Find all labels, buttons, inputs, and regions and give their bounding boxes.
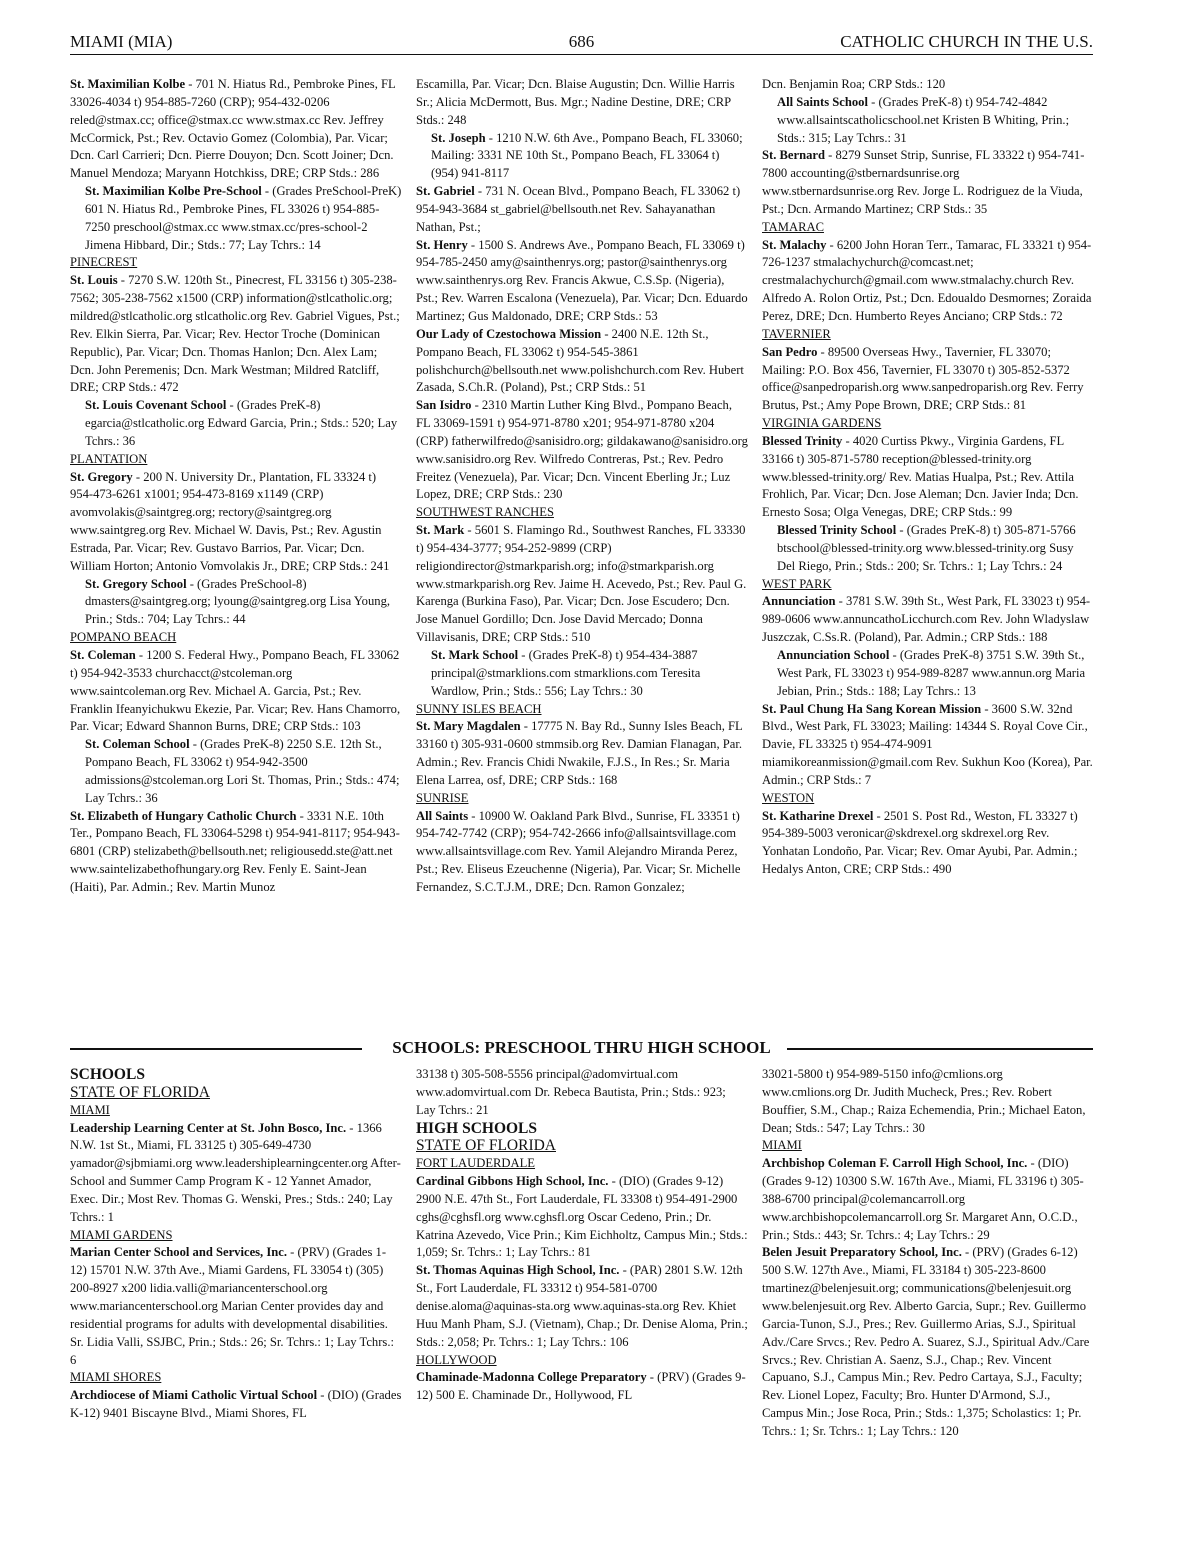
directory-entry xyxy=(762,147,1094,218)
entry-details: - 17775 N. Bay Rd., Sunny Isles Beach, FL 33160 t) 305-931-0600 stmmsib.org Rev. Damian Flanagan, Par. Admin.; Rev. Francis Chidi Nwakile, F.J.S., In Res.; Sr. Maria Elena Larrea, osf, DRE; CRP Stds.: 168 xyxy=(416,719,743,787)
section-title: SCHOOLS: PRESCHOOL THRU HIGH SCHOOL xyxy=(380,1038,783,1057)
entry-name: Marian Center School and Services, Inc. xyxy=(70,1245,287,1260)
entry-name: St. Maximilian Kolbe Pre-School xyxy=(85,184,262,199)
entry-name: Leadership Learning Center at St. John Bosco, Inc. xyxy=(70,1120,347,1135)
directory-entry xyxy=(762,1155,1094,1244)
entry-details: - 4020 Curtiss Pkwy., Virginia Gardens, FL 33166 t) 305-871-5780 reception@blessed-trinity.org www.blessed-trinity.org/ Rev. Matias Hualpa, Pst.; Rev. Attila Frohlich, Par. Vicar; Dcn. Jose Aleman; Dcn. Javier Inda; Dcn. Ernesto Sosa; Olga Venegas, DRE; CRP Stds.: 99 xyxy=(762,433,1079,520)
directory-entry xyxy=(70,272,402,397)
entry-name: All Saints xyxy=(416,808,469,823)
directory-entry xyxy=(762,1244,1094,1440)
directory-entry xyxy=(70,808,402,897)
entry-name: St. Gregory School xyxy=(85,576,187,591)
entry-details: - (Grades PreSchool-PreK) 601 N. Hiatus Rd., Pembroke Pines, FL 33026 t) 954-885-7250 preschool@stmax.cc www.stmax.cc/pres-school-2 Jimena Hibbard, Dir.; Stds.: 77; Lay Tchrs.: 14 xyxy=(85,184,402,252)
entry-details: - (Grades PreK-8) t) 954-434-3887 principal@stmarklions.com stmarklions.com Teresita Wardlow, Prin.; Stds.: 556; Lay Tchrs.: 30 xyxy=(431,648,701,698)
directory-entry xyxy=(416,522,748,647)
directory-entry xyxy=(762,593,1094,647)
entry-details: - 8279 Sunset Strip, Sunrise, FL 33322 t) 954-741-7800 accounting@stbernardsunrise.org www.stbernardsunrise.org Rev. Jorge L. Rodriguez de la Viuda, Pst.; Dcn. Armando Martinez; CRP Stds.: 35 xyxy=(762,148,1085,216)
city-heading: PINECREST xyxy=(70,255,138,270)
entry-name: Chaminade-Madonna College Preparatory xyxy=(416,1370,647,1385)
city-heading: FORT LAUDERDALE xyxy=(416,1156,536,1171)
section-divider xyxy=(70,1038,1093,1060)
directory-entry xyxy=(416,1066,748,1120)
sub-entry xyxy=(70,397,402,451)
entry-name: Our Lady of Czestochowa Mission xyxy=(416,326,602,341)
directory-entry xyxy=(70,1244,402,1369)
city-heading: SUNNY ISLES BEACH xyxy=(416,701,542,716)
top-column-2 xyxy=(416,76,748,897)
directory-entry xyxy=(70,1387,402,1423)
directory-entry xyxy=(70,76,402,183)
entry-name: St. Louis xyxy=(70,273,118,288)
directory-entry xyxy=(70,1120,402,1227)
entry-details: - 1200 S. Federal Hwy., Pompano Beach, FL 33062 t) 954-942-3533 churchacct@stcoleman.org www.saintcoleman.org Rev. Michael A. Garcia, Pst.; Rev. Franklin Ifeanyichukwu Ekezie, Par. Vicar; Rev. Hans Chamorro, Par. Vicar; Edward Shannon Burns, DRE; CRP Stds.: 103 xyxy=(70,648,401,734)
top-column-3 xyxy=(762,76,1094,879)
page-number: 686 xyxy=(568,32,595,51)
entry-name: St. Katharine Drexel xyxy=(762,808,874,823)
bottom-column-2 xyxy=(416,1066,748,1405)
entry-details: - 1366 N.W. 1st St., Miami, FL 33125 t) 305-649-4730 yamador@sjbmiami.org www.leadershiplearningcenter.org After-School and Summer Camp Program K - 12 Yannet Amador, Exec. Dir.; Most Rev. Thomas G. Wenski, Pres.; Stds.: 240; Lay Tchrs.: 1 xyxy=(70,1120,401,1224)
state-heading: STATE OF FLORIDA xyxy=(416,1137,556,1155)
sub-entry xyxy=(70,736,402,807)
entry-name: St. Thomas Aquinas High School, Inc. xyxy=(416,1263,620,1278)
entry-details: - 2501 S. Post Rd., Weston, FL 33327 t) 954-389-5003 veronicar@skdrexel.org skdrexel.org Rev. Yonhatan Londoño, Par. Vicar; Rev. Omar Ayubi, Par. Admin.; Hedalys Anton, CRE; CRP Stds.: 490 xyxy=(762,808,1078,877)
directory-entry xyxy=(762,76,1094,94)
sub-entry xyxy=(762,94,1094,148)
entry-details: - 3781 S.W. 39th St., West Park, FL 33023 t) 954-989-0606 www.annuncathoLicchurch.com Rev. John Wladyslaw Juszczak, C.Ss.R. (Poland), Par. Admin.; CRP Stds.: 188 xyxy=(762,594,1091,645)
entry-name: St. Mark xyxy=(416,523,465,538)
entry-name: St. Elizabeth of Hungary Catholic Church xyxy=(70,808,297,823)
city-heading: POMPANO BEACH xyxy=(70,630,177,645)
header-right: CATHOLIC CHURCH IN THE U.S. xyxy=(840,32,1093,51)
sub-entry xyxy=(762,522,1094,576)
entry-details: - 3331 N.E. 10th Ter., Pompano Beach, FL 33064-5298 t) 954-941-8117; 954-943-6801 (CRP) stelizabeth@bellsouth.net; religiousedd.ste@att.net www.saintelizabethofhungary.org Rev. Fenly E. Saint-Jean (Haiti), Par. Admin.; Rev. Martin Munoz xyxy=(70,808,400,894)
entry-details: - (Grades PreK-8) t) 954-742-4842 www.allsaintscatholicschool.net Kristen B Whiting, Prin.; Stds.: 315; Lay Tchrs.: 31 xyxy=(777,94,1070,145)
entry-name: St. Gabriel xyxy=(416,184,475,199)
entry-name: Blessed Trinity xyxy=(762,433,843,448)
entry-details: - 10900 W. Oakland Park Blvd., Sunrise, FL 33351 t) 954-742-7742 (CRP); 954-742-2666 info@allsaintsvillage.com www.allsaintsvillage.com Rev. Yamil Alejandro Miranda Perez, Pst.; Rev. Eliseus Ezeuchenne (Nigeria), Par. Vicar; Sr. Michelle Fernandez, S.C.T.J.M., DRE; Dcn. Ramon Gonzalez; xyxy=(416,808,741,894)
entry-details: - 3600 S.W. 32nd Blvd., West Park, FL 33023; Mailing: 14344 S. Royal Cove Cir., Davie, FL 33325 t) 954-474-9091 miamikoreanmission@gmail.com Rev. Sukhun Koo (Korea), Par. Admin.; CRP Stds.: 7 xyxy=(762,701,1093,787)
entry-name: St. Bernard xyxy=(762,148,825,163)
city-heading: MIAMI SHORES xyxy=(70,1370,162,1385)
directory-entry xyxy=(762,808,1094,879)
directory-entry xyxy=(416,1173,748,1262)
entry-name: St. Maximilian Kolbe xyxy=(70,77,186,91)
sub-entry xyxy=(70,576,402,630)
state-heading: STATE OF FLORIDA xyxy=(70,1083,210,1101)
bottom-column-1 xyxy=(70,1066,402,1423)
directory-entry xyxy=(416,718,748,789)
directory-entry xyxy=(762,237,1094,326)
entry-details: - 200 N. University Dr., Plantation, FL 33324 t) 954-473-6261 x1001; 954-473-8169 x1149 (CRP) avomvolakis@saintgreg.org; rectory@saintgreg.org www.saintgreg.org Rev. Michael W. Davis, Pst.; Rev. Agustin Estrada, Par. Vicar; Rev. Gustavo Barrios, Par. Vicar; Dcn. William Horton; Antonio Vomvolakis Jr., DRE; CRP Stds.: 241 xyxy=(70,469,390,573)
entry-details: - 89500 Overseas Hwy., Tavernier, FL 33070; Mailing: P.O. Box 456, Tavernier, FL 33070 t) 305-852-5372 office@sanpedroparish.org www.sanpedroparish.org Rev. Ferry Brutus, Pst.; Amy Pope Brown, DRE; CRP Stds.: 81 xyxy=(762,344,1084,413)
entry-name: Archdiocese of Miami Catholic Virtual School xyxy=(70,1388,318,1403)
directory-entry xyxy=(762,344,1094,415)
city-heading: SUNRISE xyxy=(416,790,469,805)
entry-details: - (DIO) (Grades 9-12) 2900 N.E. 47th St., Fort Lauderdale, FL 33308 t) 954-491-2900 cghs@cghsfl.org www.cghsfl.org Oscar Cedeno, Prin.; Dr. Katrina Azevedo, Vice Prin.; Kim Eichholtz, Campus Min.; Stds.: 1,059; Sr. Tchrs.: 1; Lay Tchrs.: 81 xyxy=(416,1174,748,1260)
entry-details: - 1210 N.W. 6th Ave., Pompano Beach, FL 33060; Mailing: 3331 NE 10th St., Pompano Beach, FL 33064 t) (954) 941-8117 xyxy=(431,130,743,181)
sub-entry xyxy=(416,130,748,184)
directory-entry xyxy=(762,701,1094,790)
entry-name: St. Joseph xyxy=(431,130,486,145)
entry-details: - 7270 S.W. 120th St., Pinecrest, FL 33156 t) 305-238-7562; 305-238-7562 x1500 (CRP) information@stlcatholic.org; mildred@stlcatholic.org stlcatholic.org Rev. Gabriel Vigues, Pst.; Rev. Elkin Sierra, Par. Vicar; Rev. Hector Troche (Dominican Republic), Par. Vicar; Dcn. Thomas Hanlon; Dcn. Alex Lam; Dcn. John Peremenis; Dcn. Mark Westman; Mildred Ratcliff, DRE; CRP Stds.: 472 xyxy=(70,273,400,395)
entry-details: - (PRV) (Grades 6-12) 500 S.W. 127th Ave., Miami, FL 33184 t) 305-223-8600 tmartinez@belenjesuit.org; communications@belenjesuit.org www.belenjesuit.org Rev. Alberto Garcia, Supr.; Rev. Guillermo Garcia-Tunon, S.J., Pres.; Rev. Guillermo Arias, S.J., Spiritual Adv./Care Srvcs.; Rev. Pedro A. Suarez, S.J., Spiritual Adv./Care Srvcs.; Rev. Christian A. Saenz, S.J., Chap.; Rev. Vincent Capuano, S.J., Campus Min.; Rev. Pedro Cartaya, S.J., Faculty; Rev. Lionel Lopez, Faculty; Bro. Hunter D'Armond, S.J., Campus Min.; Jose Roca, Prin.; Stds.: 1,375; Scholastics: 1; Pr. Tchrs.: 1; Sr. Tchrs.: 1; Lay Tchrs.: 120 xyxy=(762,1245,1090,1438)
entry-name: St. Malachy xyxy=(762,237,827,252)
city-heading: MIAMI xyxy=(70,1102,110,1117)
entry-details: - (DIO) (Grades K-12) 9401 Biscayne Blvd., Miami Shores, FL xyxy=(70,1388,402,1421)
entry-details: - (DIO) (Grades 9-12) 10300 S.W. 167th Ave., Miami, FL 33196 t) 305-388-6700 principal@colemancarroll.org www.archbishopcolemancarroll.org Sr. Margaret Ann, O.C.D., Prin.; Stds.: 443; Sr. Tchrs.: 4; Lay Tchrs.: 29 xyxy=(762,1156,1084,1242)
directory-entry xyxy=(70,469,402,576)
city-heading: PLANTATION xyxy=(70,451,148,466)
entry-details: 33138 t) 305-508-5556 principal@adomvirtual.com www.adomvirtual.com Dr. Rebeca Bautista, Prin.; Stds.: 923; Lay Tchrs.: 21 xyxy=(416,1067,726,1117)
entry-name: St. Gregory xyxy=(70,469,133,484)
entry-details: - (Grades PreK-8) 3751 S.W. 39th St., West Park, FL 33023 t) 954-989-8287 www.annun.org Maria Jebian, Prin.; Stds.: 188; Lay Tchrs.: 13 xyxy=(777,648,1086,698)
directory-entry xyxy=(416,237,748,326)
entry-name: St. Coleman xyxy=(70,648,136,662)
category-heading: HIGH SCHOOLS xyxy=(416,1119,538,1137)
entry-name: St. Paul Chung Ha Sang Korean Mission xyxy=(762,701,982,716)
entry-details: - (Grades PreK-8) 2250 S.E. 12th St., Pompano Beach, FL 33062 t) 954-942-3500 admissions@stcoleman.org Lori St. Thomas, Prin.; Stds.: 474; Lay Tchrs.: 36 xyxy=(85,737,400,805)
entry-details: - 2400 N.E. 12th St., Pompano Beach, FL 33062 t) 954-545-3861 polishchurch@bellsouth.net www.polishchurch.com Rev. Hubert Zasada, S.Ch.R. (Poland), Pst.; CRP Stds.: 51 xyxy=(416,326,744,395)
category-heading: SCHOOLS xyxy=(70,1066,145,1083)
entry-name: St. Henry xyxy=(416,237,468,252)
entry-details: - 1500 S. Andrews Ave., Pompano Beach, FL 33069 t) 954-785-2450 amy@sainthenrys.org; pastor@sainthenrys.org www.sainthenrys.org Rev. Francis Akwue, C.S.Sp. (Nigeria), Pst.; Rev. Warren Escalona (Venezuela), Par. Vicar; Dcn. Eduardo Martinez; Gus Maldonado, DRE; CRP Stds.: 53 xyxy=(416,237,748,323)
entry-name: St. Louis Covenant School xyxy=(85,398,227,413)
entry-name: St. Mary Magdalen xyxy=(416,719,521,734)
city-heading: TAMARAC xyxy=(762,219,824,234)
city-heading: SOUTHWEST RANCHES xyxy=(416,505,554,520)
directory-entry xyxy=(416,183,748,237)
entry-name: All Saints School xyxy=(777,94,868,109)
entry-name: Blessed Trinity School xyxy=(777,523,897,538)
city-heading: VIRGINIA GARDENS xyxy=(762,416,882,431)
entry-name: Cardinal Gibbons High School, Inc. xyxy=(416,1174,609,1189)
city-heading: TAVERNIER xyxy=(762,326,831,341)
city-heading: MIAMI xyxy=(762,1138,802,1153)
entry-details: - (PRV) (Grades 9-12) 500 E. Chaminade Dr., Hollywood, FL xyxy=(416,1370,746,1403)
city-heading: MIAMI GARDENS xyxy=(70,1227,173,1242)
directory-entry xyxy=(762,1066,1094,1137)
sub-entry xyxy=(70,183,402,254)
header-left: MIAMI (MIA) xyxy=(70,32,173,51)
city-heading: WEST PARK xyxy=(762,576,832,591)
page-header xyxy=(70,30,1093,55)
top-column-1 xyxy=(70,76,402,897)
entry-name: Archbishop Coleman F. Carroll High School, Inc. xyxy=(762,1156,1028,1171)
entry-details: Escamilla, Par. Vicar; Dcn. Blaise Augustin; Dcn. Willie Harris Sr.; Alicia McDermott, Bus. Mgr.; Nadine Destine, DRE; CRP Stds.: 248 xyxy=(416,77,735,127)
entry-details: - 701 N. Hiatus Rd., Pembroke Pines, FL 33026-4034 t) 954-885-7260 (CRP); 954-432-0206 reled@stmax.cc; office@stmax.cc www.stmax.cc Rev. Jeffrey McCormick, Pst.; Rev. Octavio Gomez (Colombia), Par. Vicar; Dcn. Carl Carrieri; Dcn. Pierre Douyon; Dcn. Scott Joiner; Dcn. Manuel Mendoza; Maryann Hotchkiss, DRE; CRP Stds.: 286 xyxy=(70,77,396,181)
directory-entry xyxy=(70,647,402,736)
directory-entry xyxy=(416,326,748,397)
sub-entry xyxy=(762,647,1094,701)
entry-name: San Pedro xyxy=(762,344,818,359)
city-heading: WESTON xyxy=(762,790,815,805)
entry-name: St. Mark School xyxy=(431,648,519,662)
directory-entry xyxy=(416,1262,748,1351)
entry-details: - (Grades PreK-8) t) 305-871-5766 btschool@blessed-trinity.org www.blessed-trinity.org Susy Del Riego, Prin.; Stds.: 200; Sr. Tchrs.: 1; Lay Tchrs.: 24 xyxy=(777,523,1076,573)
entry-details: - 6200 John Horan Terr., Tamarac, FL 33321 t) 954-726-1237 stmalachychurch@comcast.net; crestmalachychurch@gmail.com www.stmalachy.church Rev. Alfredo A. Rolon Ortiz, Pst.; Dcn. Edoualdo Desmornes; Zoraida Perez, DRE; Dcn. Humberto Reyes Anciano; CRP Stds.: 72 xyxy=(762,237,1092,323)
entry-details: - (Grades PreK-8) egarcia@stlcatholic.org Edward Garcia, Prin.; Stds.: 520; Lay Tchrs.: 36 xyxy=(85,398,398,448)
directory-entry xyxy=(416,76,748,130)
city-heading: HOLLYWOOD xyxy=(416,1352,497,1367)
bottom-column-3 xyxy=(762,1066,1094,1441)
directory-entry xyxy=(416,1369,748,1405)
entry-details: - (PAR) 2801 S.W. 12th St., Fort Lauderdale, FL 33312 t) 954-581-0700 denise.aloma@aquinas-sta.org www.aquinas-sta.org Rev. Khiet Huu Manh Pham, S.J. (Vietnam), Chap.; Dr. Denise Aloma, Prin.; Stds.: 2,058; Pr. Tchrs.: 1; Lay Tchrs.: 106 xyxy=(416,1263,748,1349)
entry-details: - 2310 Martin Luther King Blvd., Pompano Beach, FL 33069-1591 t) 954-971-8780 x201; 954-971-8780 x204 (CRP) fatherwilfredo@sanisidro.org; gildakawano@sanisidro.org www.sanisidro.org Rev. Wilfredo Contreras, Pst.; Rev. Pedro Freitez (Venezuela), Par. Vicar; Dcn. Vincent Eberling Jr.; Luz Lopez, DRE; CRP Stds.: 230 xyxy=(416,398,748,502)
entry-details: 33021-5800 t) 954-989-5150 info@cmlions.org www.cmlions.org Dr. Judith Mucheck, Pres.; Rev. Robert Bouffier, S.M., Chap.; Raiza Echemendia, Prin.; Michael Eaton, Dean; Stds.: 547; Lay Tchrs.: 30 xyxy=(762,1067,1086,1135)
directory-entry xyxy=(416,808,748,897)
sub-entry xyxy=(416,647,748,701)
entry-name: Belen Jesuit Preparatory School, Inc. xyxy=(762,1245,962,1260)
directory-entry xyxy=(762,433,1094,522)
entry-details: - (Grades PreSchool-8) dmasters@saintgreg.org; lyoung@saintgreg.org Lisa Young, Prin.; Stds.: 704; Lay Tchrs.: 44 xyxy=(85,576,391,627)
directory-entry xyxy=(416,397,748,504)
entry-name: San Isidro xyxy=(416,398,472,413)
entry-name: Annunciation xyxy=(762,594,836,609)
entry-name: St. Coleman School xyxy=(85,737,190,752)
entry-name: Annunciation School xyxy=(777,648,890,662)
entry-details: - (PRV) (Grades 1-12) 15701 N.W. 37th Ave., Miami Gardens, FL 33054 t) (305) 200-8927 x200 lidia.valli@mariancenterschool.org www.mariancenterschool.org Marian Center provides day and residential programs for adults with developmental disabilities. Sr. Lidia Valli, SSJBC, Prin.; Stds.: 26; Sr. Tchrs.: 1; Lay Tchrs.: 6 xyxy=(70,1245,394,1367)
entry-details: - 5601 S. Flamingo Rd., Southwest Ranches, FL 33330 t) 954-434-3777; 954-252-9899 (CRP) religiondirector@stmarkparish.org; info@stmarkparish.org www.stmarkparish.org Rev. Jaime H. Acevedo, Pst.; Rev. Paul G. Karenga (Burkina Faso), Par. Vicar; Dcn. Jose Escudero; Dcn. Jose Manuel Gordillo; Dcn. Jose David Mercado; Donna Villavisanis, DRE; CRP Stds.: 510 xyxy=(416,523,747,645)
entry-details: Dcn. Benjamin Roa; CRP Stds.: 120 xyxy=(762,77,946,91)
entry-details: - 731 N. Ocean Blvd., Pompano Beach, FL 33062 t) 954-943-3684 st_gabriel@bellsouth.net Rev. Sahayanathan Nathan, Pst.; xyxy=(416,184,741,234)
